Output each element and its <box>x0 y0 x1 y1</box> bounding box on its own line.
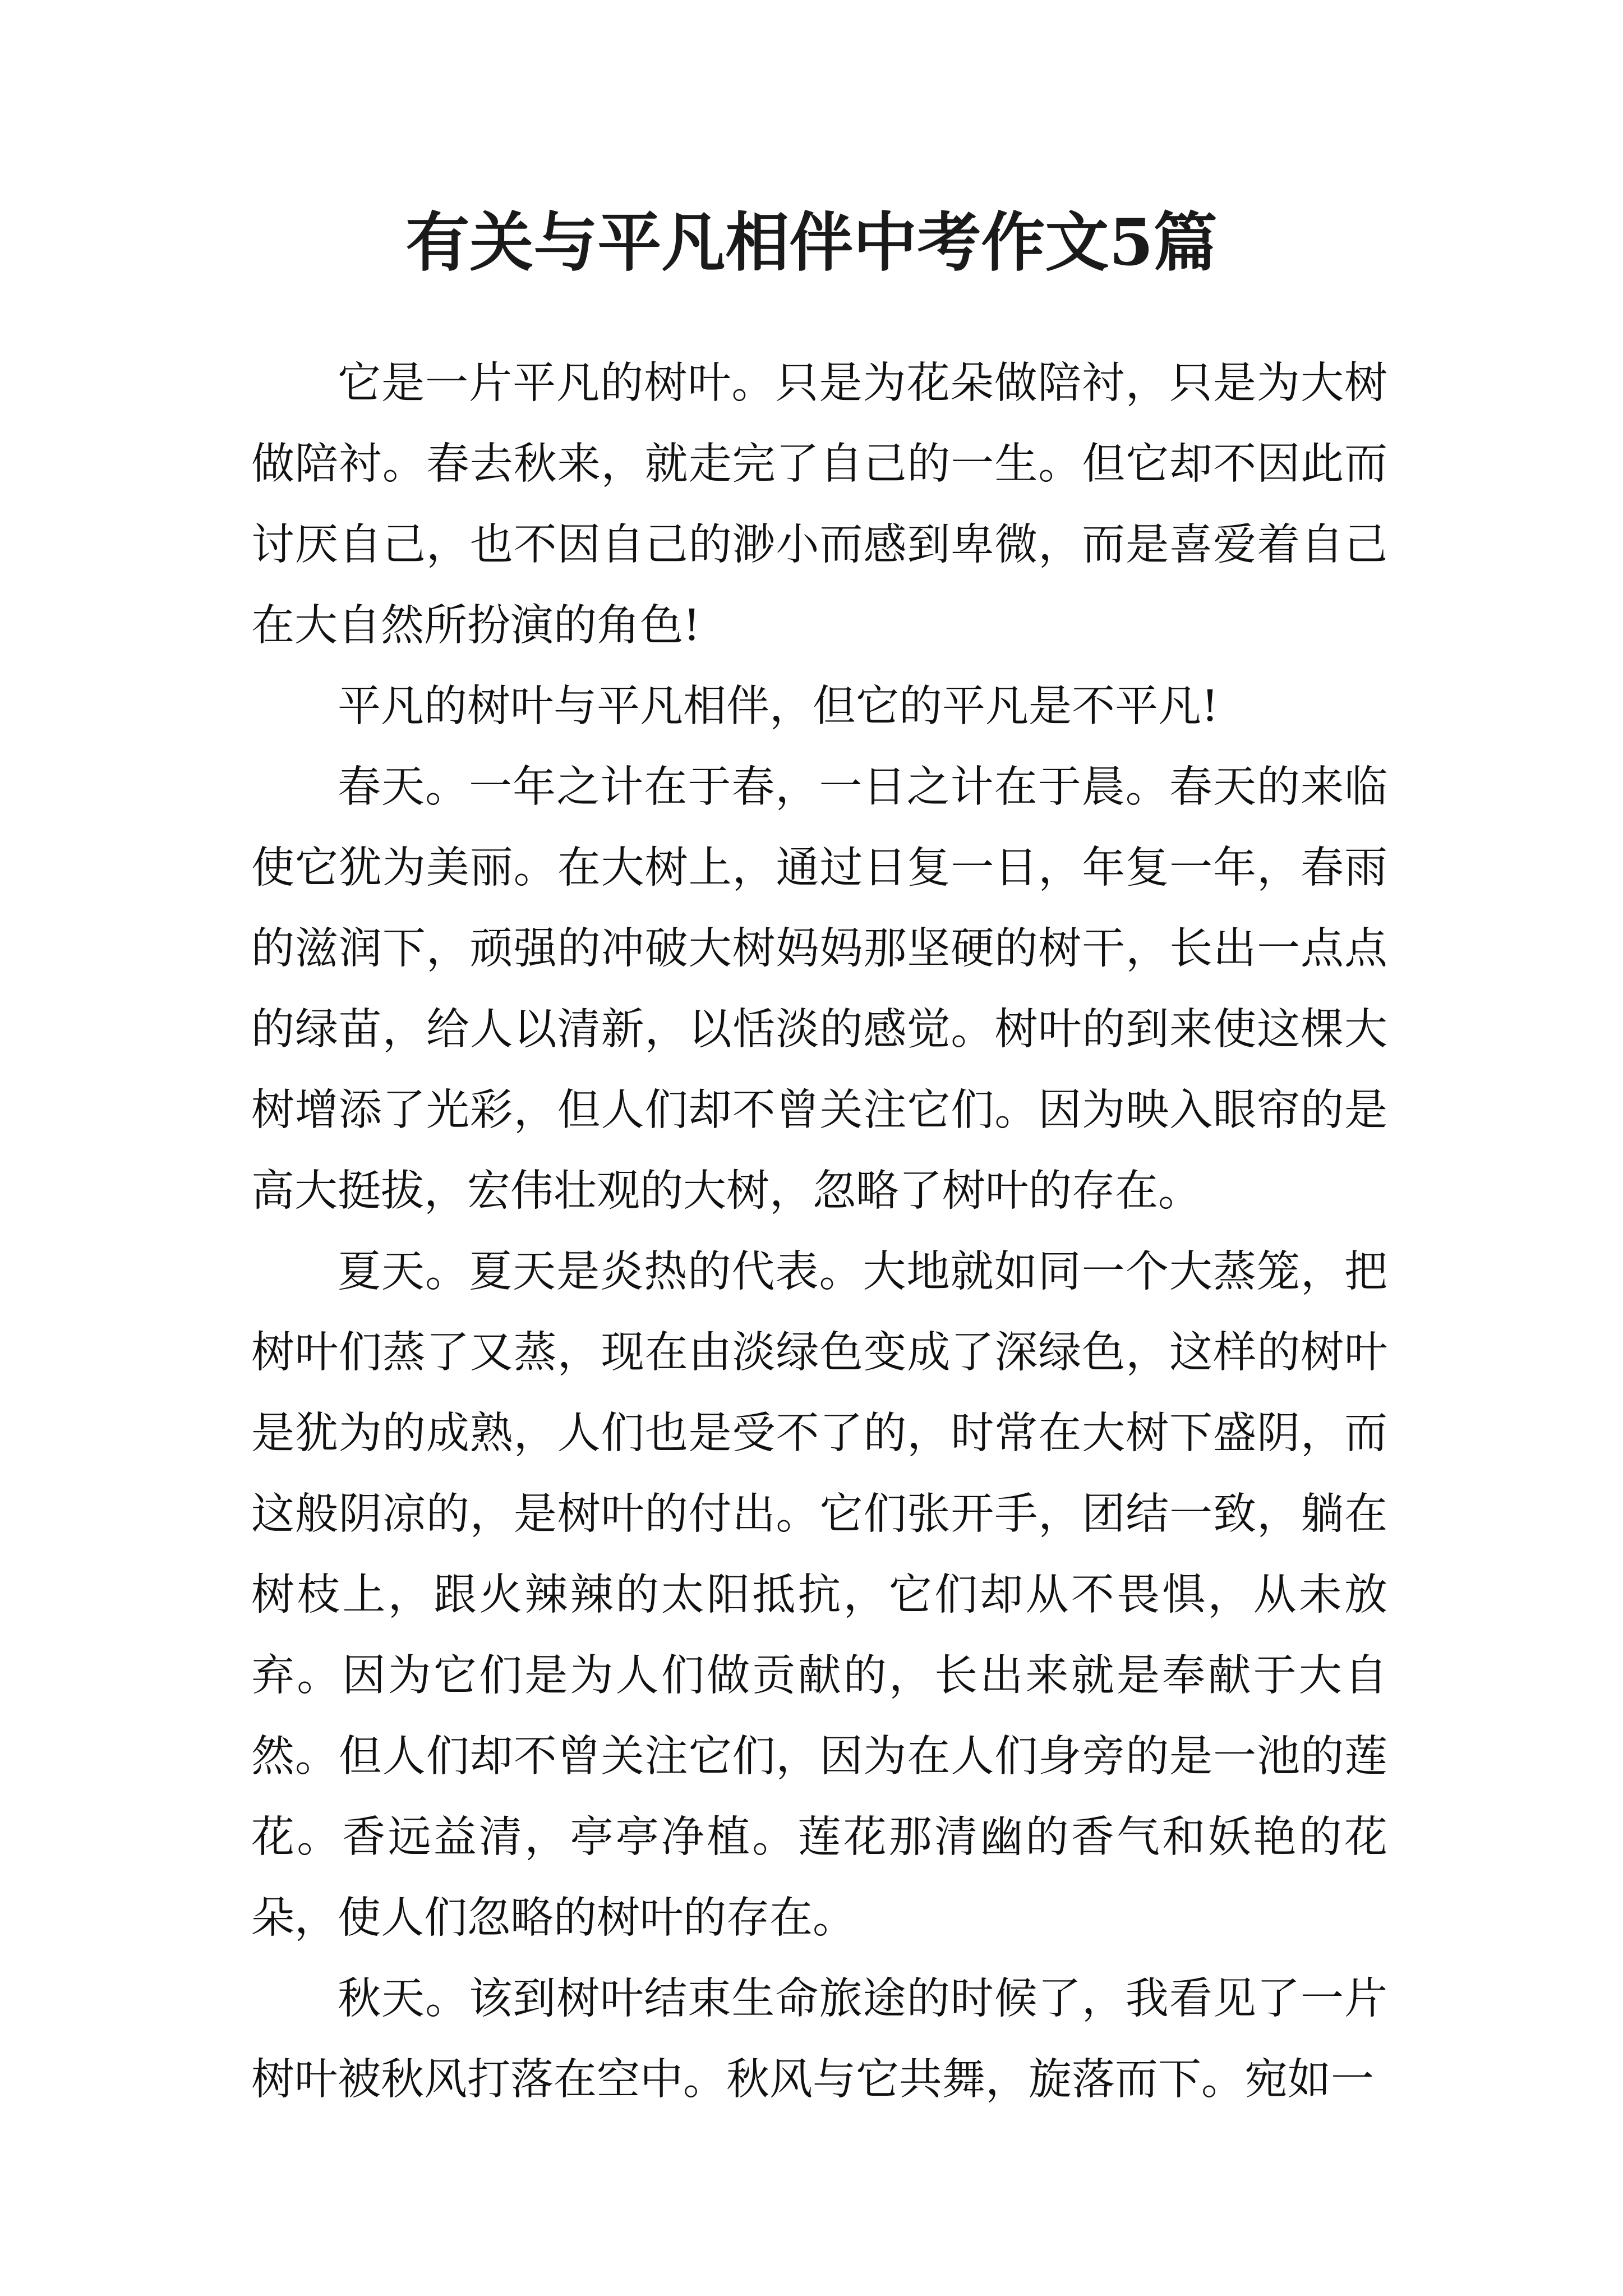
paragraph-1: 它是一片平凡的树叶。只是为花朵做陪衬，只是为大树做陪衬。春去秋来，就走完了自己的一生。但它却不因此而讨厌自己，也不因自己的渺小而感到卑微，而是喜爱着自己在大自然所扮演的角色! <box>251 358 1387 651</box>
paragraph-5: 秋天。该到树叶结束生命旅途的时候了，我看见了一片树叶被秋风打落在空中。秋风与它共舞，旋落而下。宛如一 <box>251 1974 1387 2105</box>
paragraph-3: 春天。一年之计在于春，一日之计在于晨。春天的来临使它犹为美丽。在大树上，通过日复一日，年复一年，春雨的滋润下，顽强的冲破大树妈妈那坚硬的树干，长出一点点的绿苗，给人以清新，以恬淡的感觉。树叶的到来使这棵大树增添了光彩，但人们却不曾关注它们。因为映入眼帘的是高大挺拔，宏伟壮观的大树，忽略了树叶的存在。 <box>251 762 1387 1216</box>
document-title: 有关与平凡相伴中考作文5篇 <box>405 205 1218 280</box>
document-body <box>251 343 1387 2120</box>
paragraph-4: 夏天。夏天是炎热的代表。大地就如同一个大蒸笼，把树叶们蒸了又蒸，现在由淡绿色变成了深绿色，这样的树叶是犹为的成熟，人们也是受不了的，时常在大树下盛阴，而这般阴凉的，是树叶的付出。它们张开手，团结一致，躺在树枝上，跟火辣辣的太阳抵抗，它们却从不畏惧，从未放弃。因为它们是为人们做贡献的，长出来就是奉献于大自然。但人们却不曾关注它们，因为在人们身旁的是一池的莲花。香远益清，亭亭净植。莲花那清幽的香气和妖艳的花朵，使人们忽略的树叶的存在。 <box>251 1247 1387 1943</box>
paragraph-2: 平凡的树叶与平凡相伴，但它的平凡是不平凡! <box>338 682 1219 731</box>
